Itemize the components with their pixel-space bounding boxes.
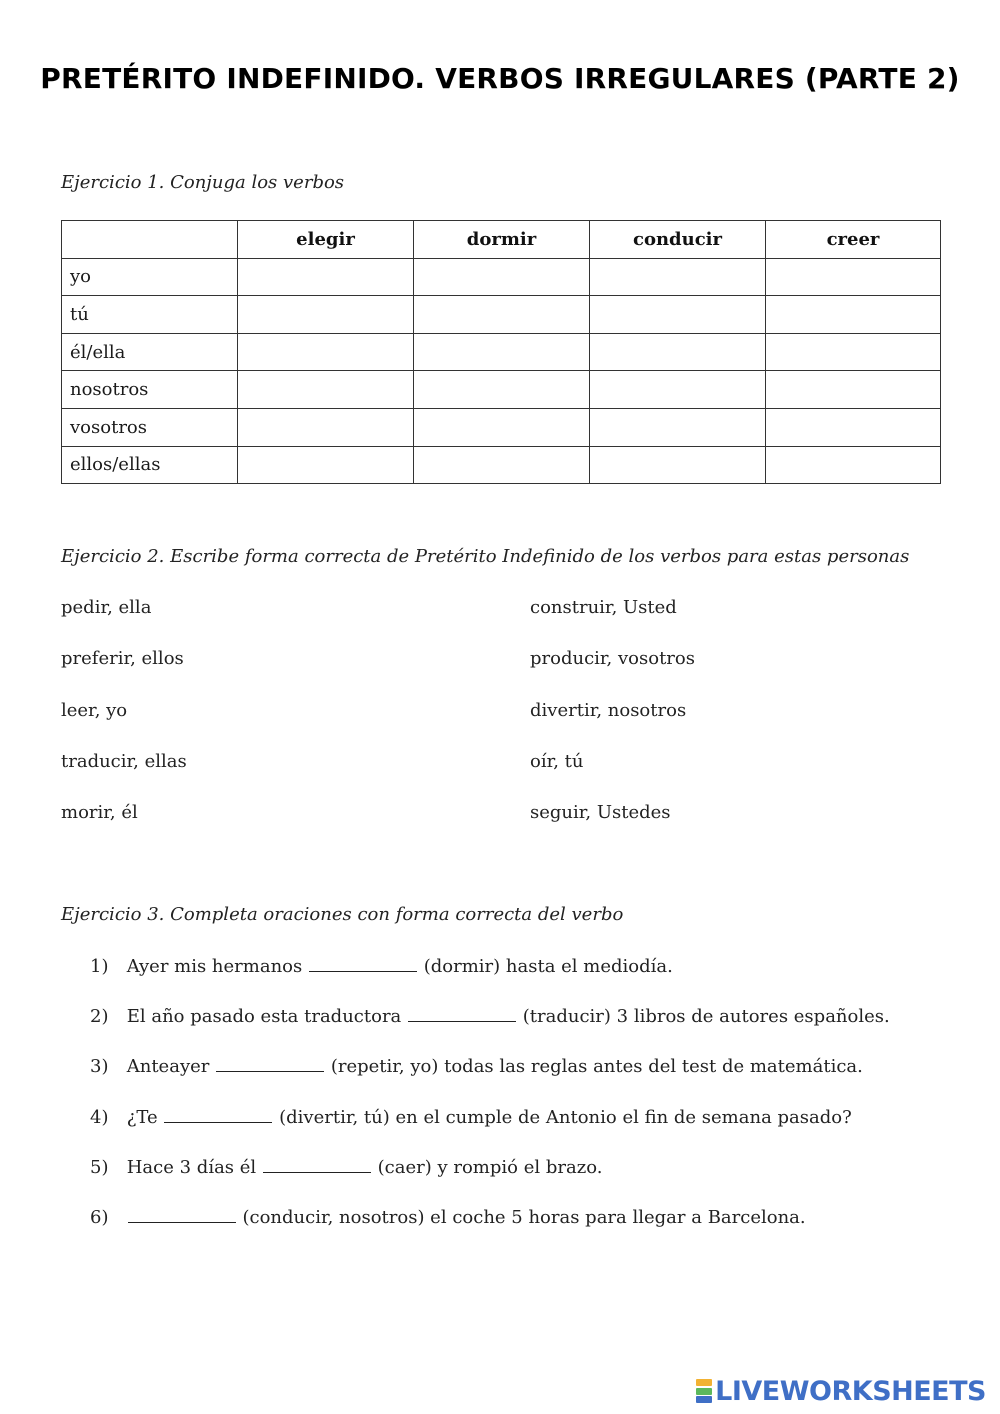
sentence-item (90, 1157, 602, 1178)
exercise-2-heading: Ejercicio 2. Escribe forma correcta de Pretérito Indefinido de los verbos para estas personas (61, 546, 910, 567)
answer-blank[interactable] (164, 1108, 272, 1123)
answer-cell[interactable] (590, 408, 766, 446)
table-header-row (62, 221, 941, 259)
answer-cell[interactable] (766, 371, 941, 409)
answer-cell[interactable] (238, 408, 414, 446)
page-title: PRETÉRITO INDEFINIDO. VERBOS IRREGULARES (PARTE 2) (40, 62, 960, 95)
answer-cell[interactable] (238, 258, 414, 296)
answer-cell[interactable] (766, 446, 941, 484)
person-label: él/ella (62, 333, 238, 371)
sentence-item (90, 1006, 890, 1027)
verb-person-item: divertir, nosotros (530, 700, 687, 721)
answer-cell[interactable] (238, 371, 414, 409)
verb-person-item: construir, Usted (530, 597, 677, 618)
sentence-before: ¿Te (126, 1107, 158, 1128)
verb-header: elegir (238, 221, 414, 259)
answer-cell[interactable] (414, 371, 590, 409)
table-row (62, 258, 941, 296)
verb-person-item: traducir, ellas (61, 751, 187, 772)
answer-cell[interactable] (238, 446, 414, 484)
answer-cell[interactable] (238, 333, 414, 371)
person-label: vosotros (62, 408, 238, 446)
logo-text: LIVEWORKSHEETS (715, 1375, 986, 1407)
verb-person-item: leer, yo (61, 700, 128, 721)
person-label: yo (62, 258, 238, 296)
sentence-after: (dormir) hasta el mediodía. (423, 956, 673, 977)
verb-person-item: pedir, ella (61, 597, 152, 618)
sentence-item (90, 1207, 806, 1228)
verb-header: dormir (414, 221, 590, 259)
answer-cell[interactable] (766, 333, 941, 371)
sentence-after: (divertir, tú) en el cumple de Antonio el fin de semana pasado? (279, 1107, 852, 1128)
answer-blank[interactable] (128, 1208, 236, 1223)
answer-blank[interactable] (216, 1057, 324, 1072)
table-row (62, 296, 941, 334)
person-label: ellos/ellas (62, 446, 238, 484)
answer-cell[interactable] (414, 296, 590, 334)
liveworksheets-logo-icon (696, 1379, 712, 1403)
sentence-before: Anteayer (126, 1056, 210, 1077)
sentence-number: 5) (90, 1157, 109, 1178)
sentence-number: 1) (90, 956, 109, 977)
table-corner-cell (62, 221, 238, 259)
sentence-number: 3) (90, 1056, 109, 1077)
conjugation-table (61, 220, 941, 484)
exercise-1-heading: Ejercicio 1. Conjuga los verbos (61, 172, 345, 193)
sentence-number: 6) (90, 1207, 109, 1228)
answer-cell[interactable] (414, 333, 590, 371)
sentence-before: Ayer mis hermanos (126, 956, 303, 977)
sentence-before: Hace 3 días él (126, 1157, 257, 1178)
answer-cell[interactable] (414, 408, 590, 446)
sentence-after: (conducir, nosotros) el coche 5 horas para llegar a Barcelona. (242, 1207, 806, 1228)
answer-blank[interactable] (263, 1158, 371, 1173)
answer-cell[interactable] (766, 408, 941, 446)
verb-header: conducir (590, 221, 766, 259)
answer-cell[interactable] (238, 296, 414, 334)
answer-cell[interactable] (590, 333, 766, 371)
verb-person-item: seguir, Ustedes (530, 802, 671, 823)
answer-cell[interactable] (590, 446, 766, 484)
answer-blank[interactable] (309, 957, 417, 972)
verb-person-item: producir, vosotros (530, 648, 695, 669)
verb-person-item: oír, tú (530, 751, 584, 772)
sentence-item (90, 1056, 863, 1077)
answer-cell[interactable] (590, 296, 766, 334)
answer-cell[interactable] (766, 258, 941, 296)
liveworksheets-logo (696, 1376, 986, 1406)
table-row (62, 333, 941, 371)
sentence-item (90, 1107, 852, 1128)
sentence-after: (traducir) 3 libros de autores españoles. (522, 1006, 890, 1027)
answer-cell[interactable] (590, 371, 766, 409)
sentence-item (90, 956, 673, 977)
answer-cell[interactable] (414, 258, 590, 296)
person-label: nosotros (62, 371, 238, 409)
verb-person-item: preferir, ellos (61, 648, 184, 669)
answer-blank[interactable] (408, 1007, 516, 1022)
answer-cell[interactable] (414, 446, 590, 484)
sentence-number: 2) (90, 1006, 109, 1027)
sentence-after: (repetir, yo) todas las reglas antes del test de matemática. (330, 1056, 863, 1077)
sentence-after: (caer) y rompió el brazo. (377, 1157, 603, 1178)
person-label: tú (62, 296, 238, 334)
sentence-number: 4) (90, 1107, 109, 1128)
table-row (62, 371, 941, 409)
verb-person-item: morir, él (61, 802, 138, 823)
sentence-before: El año pasado esta traductora (126, 1006, 402, 1027)
answer-cell[interactable] (590, 258, 766, 296)
exercise-3-heading: Ejercicio 3. Completa oraciones con forma correcta del verbo (61, 904, 624, 925)
verb-header: creer (766, 221, 941, 259)
table-row (62, 446, 941, 484)
table-row (62, 408, 941, 446)
answer-cell[interactable] (766, 296, 941, 334)
